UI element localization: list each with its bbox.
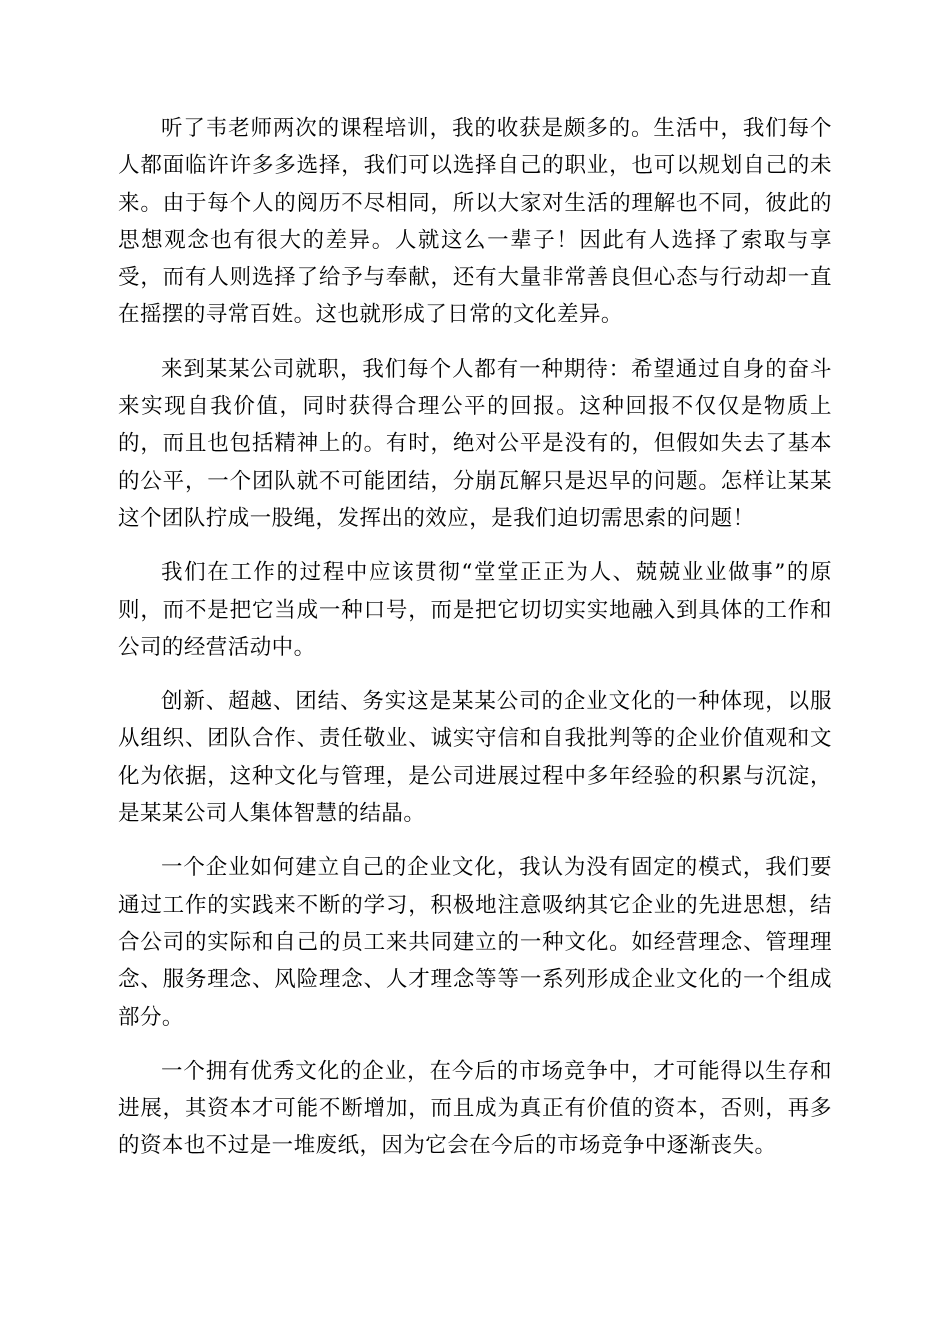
paragraph-3: 我们在工作的过程中应该贯彻“堂堂正正为人、兢兢业业做事”的原则，而不是把它当成一种口号，而是把它切切实实地融入到具体的工作和公司的经营活动中。 bbox=[118, 560, 832, 660]
paragraph-2: 来到某某公司就职，我们每个人都有一种期待：希望通过自身的奋斗来实现自我价值，同时获得合理公平的回报。这种回报不仅仅是物质上的，而且也包括精神上的。有时，绝对公平是没有的，但假如失去了基本的公平，一个团队就不可能团结，分崩瓦解只是迟早的问题。怎样让某某这个团队拧成一股绳，发挥出的效应，是我们迫切需思索的问题！ bbox=[118, 356, 832, 531]
paragraph-6: 一个拥有优秀文化的企业，在今后的市场竞争中，才可能得以生存和进展，其资本才可能不断增加，而且成为真正有价值的资本，否则，再多的资本也不过是一堆废纸，因为它会在今后的市场竞争中逐渐丧失。 bbox=[118, 1058, 832, 1159]
paragraph-1: 听了韦老师两次的课程培训，我的收获是颇多的。生活中，我们每个人都面临许许多多选择，我们可以选择自己的职业，也可以规划自己的未来。由于每个人的阅历不尽相同，所以大家对生活的理解也不同，彼此的思想观念也有很大的差异。人就这么一辈子！因此有人选择了索取与享受，而有人则选择了给予与奉献，还有大量非常善良但心态与行动却一直在摇摆的寻常百姓。这也就形成了日常的文化差异。 bbox=[118, 116, 832, 328]
document-body bbox=[118, 110, 832, 1182]
paragraph-4: 创新、超越、团结、务实这是某某公司的企业文化的一种体现，以服从组织、团队合作、责任敬业、诚实守信和自我批判等的企业价值观和文化为依据，这种文化与管理，是公司进展过程中多年经验的积累与沉淀，是某某公司人集体智慧的结晶。 bbox=[118, 689, 832, 827]
paragraph-5: 一个企业如何建立自己的企业文化，我认为没有固定的模式，我们要通过工作的实践来不断的学习，积极地注意吸纳其它企业的先进思想，结合公司的实际和自己的员工来共同建立的一种文化。如经营理念、管理理念、服务理念、风险理念、人才理念等等一系列形成企业文化的一个组成部分。 bbox=[118, 855, 832, 1030]
